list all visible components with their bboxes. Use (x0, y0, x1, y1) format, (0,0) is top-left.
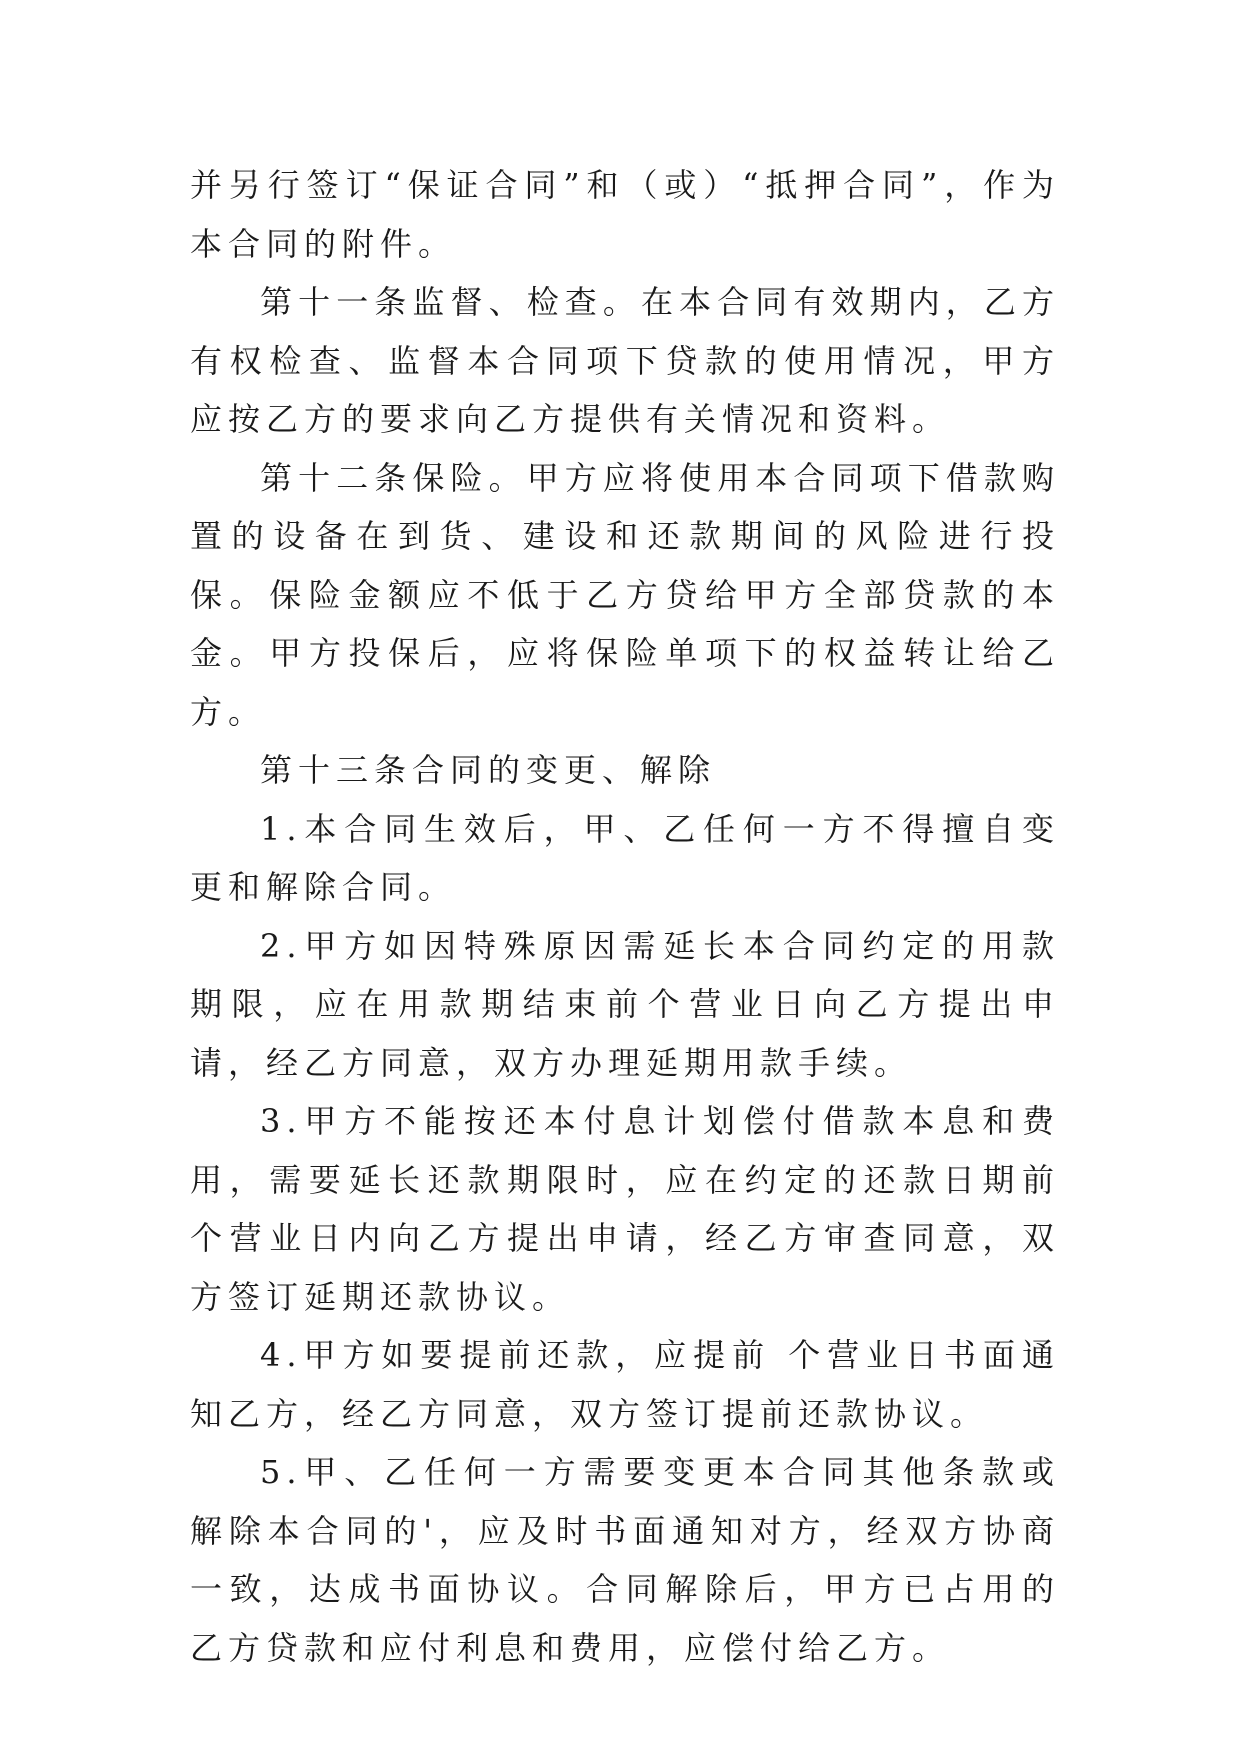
paragraph-clause-2: 2.甲方如因特殊原因需延长本合同约定的用款期限，应在用款期结束前个营业日向乙方提出申请，经乙方同意，双方办理延期用款手续。 (190, 926, 1060, 1082)
paragraph-clause-3: 3.甲方不能按还本付息计划偿付借款本息和费用，需要延长还款期限时，应在约定的还款日期前个营业日内向乙方提出申请，经乙方审查同意，双方签订延期还款协议。 (190, 1102, 1060, 1316)
document-body (190, 156, 1060, 1677)
paragraph-clause-1: 1.本合同生效后，甲、乙任何一方不得擅自变更和解除合同。 (190, 809, 1060, 906)
paragraph-clause-4: 4.甲方如要提前还款，应提前 个营业日书面通知乙方，经乙方同意，双方签订提前还款协议。 (190, 1336, 1060, 1433)
paragraph-article-11-supervision: 第十一条监督、检查。在本合同有效期内，乙方有权检查、监督本合同项下贷款的使用情况，甲方应按乙方的要求向乙方提供有关情况和资料。 (190, 283, 1060, 438)
paragraph-article-13-heading: 第十三条合同的变更、解除 (260, 751, 717, 789)
paragraph-clause-5: 5.甲、乙任何一方需要变更本合同其他条款或解除本合同的'，应及时书面通知对方，经双方协商一致，达成书面协议。合同解除后，甲方已占用的乙方贷款和应付利息和费用，应偿付给乙方。 (190, 1453, 1060, 1667)
paragraph-continuation: 并另行签订“保证合同”和（或）“抵押合同”，作为本合同的附件。 (190, 166, 1060, 263)
paragraph-article-12-insurance: 第十二条保险。甲方应将使用本合同项下借款购置的设备在到货、建设和还款期间的风险进行投保。保险金额应不低于乙方贷给甲方全部贷款的本金。甲方投保后，应将保险单项下的权益转让给乙方。 (190, 458, 1060, 731)
